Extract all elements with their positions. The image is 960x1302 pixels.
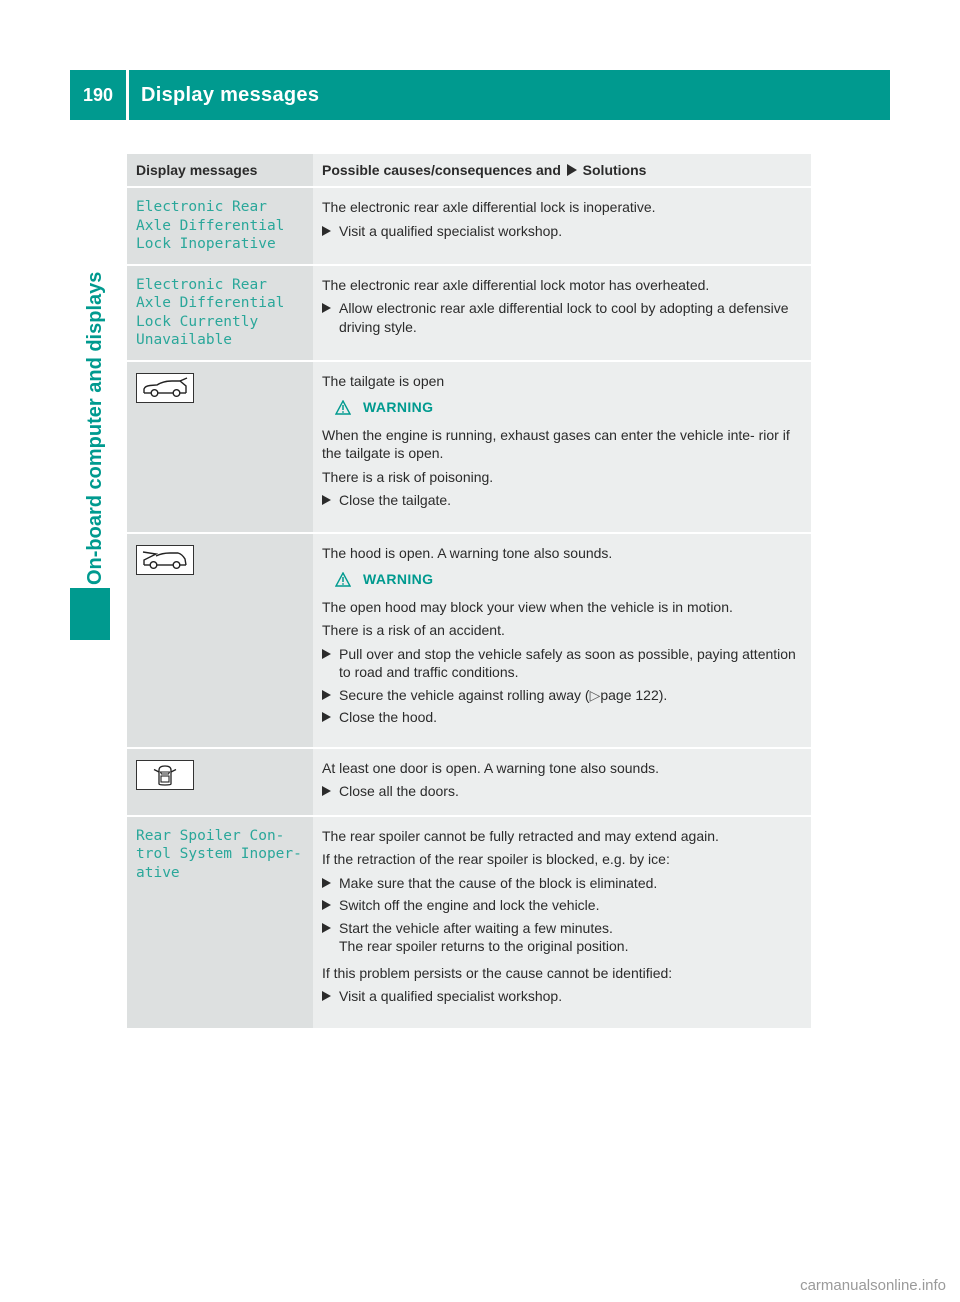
- display-message-cell: [127, 533, 313, 748]
- display-message-cell: [127, 748, 313, 816]
- display-message-cell: [127, 265, 313, 361]
- solutions-arrow-icon: [567, 164, 577, 176]
- action-arrow-icon: [322, 690, 331, 700]
- table-header-row: [127, 154, 811, 187]
- table-row: [127, 265, 811, 361]
- action-text: Pull over and stop the vehicle safely as soon as possible, paying attention to road and traffic conditions.: [339, 645, 796, 680]
- col-header-solutions-text: Solutions: [582, 162, 647, 178]
- action-item: [322, 686, 803, 705]
- action-item: [322, 896, 803, 915]
- action-arrow-icon: [322, 991, 331, 1001]
- action-text: Allow electronic rear axle differential lock to cool by adopting a defensive driving style.: [339, 300, 789, 335]
- section-side-block: [70, 588, 110, 640]
- action-item: [322, 919, 803, 956]
- display-message-text: Rear Spoiler Con‐ trol System Inoper‐ ative: [136, 827, 302, 881]
- action-text: Make sure that the cause of the block is eliminated.: [339, 874, 658, 891]
- cause-text: At least one door is open. A warning tone also sounds.: [322, 759, 660, 776]
- warning-label: WARNING: [363, 399, 434, 415]
- action-arrow-icon: [322, 712, 331, 722]
- cause-text: The rear spoiler cannot be fully retracted and may extend again.: [322, 827, 719, 844]
- display-message-text: Electronic Rear Axle Differential Lock Currently Unavailable: [136, 276, 285, 348]
- action-arrow-icon: [322, 303, 331, 313]
- cause-text: The electronic rear axle differential lock motor has overheated.: [322, 276, 710, 293]
- action-result-text: The rear spoiler returns to the original position.: [339, 938, 629, 954]
- cause-solution-cell: [313, 265, 811, 361]
- col-header-causes-solutions: [313, 154, 811, 187]
- page-number: 190: [82, 84, 114, 105]
- cause-solution-cell: [313, 748, 811, 816]
- action-text: Visit a qualified specialist workshop.: [339, 988, 563, 1004]
- cause-solution-cell: [313, 533, 811, 748]
- cause-text: If this problem persists or the cause cannot be identified:: [322, 964, 673, 981]
- hood-open-icon: [136, 545, 194, 575]
- display-message-text: Electronic Rear Axle Differential Lock Inoperative: [136, 199, 285, 252]
- cause-solution-cell: [313, 187, 811, 265]
- display-message-cell: [127, 187, 313, 265]
- table-row: [127, 816, 811, 1029]
- display-message-cell: [127, 816, 313, 1029]
- warning-heading: [335, 398, 803, 417]
- warning-triangle-icon: [335, 572, 351, 587]
- action-text: Switch off the engine and lock the vehicle.: [339, 897, 600, 913]
- action-text: Secure the vehicle against rolling away (: [339, 686, 590, 703]
- warning-text: When the engine is running, exhaust gases can enter the vehicle inte- rior if the tailgate is open.: [322, 426, 790, 461]
- action-text: Close the hood.: [339, 709, 438, 725]
- action-item: [322, 222, 803, 241]
- action-text: Close the tailgate.: [339, 492, 452, 508]
- table-row: [127, 361, 811, 533]
- door-open-icon: [136, 760, 194, 790]
- action-item: [322, 708, 803, 727]
- action-item: [322, 491, 803, 510]
- action-text: Visit a qualified specialist workshop.: [339, 222, 563, 239]
- page-ref-link[interactable]: page 122: [600, 686, 659, 703]
- tailgate-open-icon: [136, 373, 194, 403]
- risk-text: There is a risk of an accident.: [322, 622, 505, 638]
- display-messages-table: [127, 154, 811, 1030]
- page-title: Display messages: [141, 83, 320, 106]
- col-header-display-messages: Display messages: [127, 154, 313, 187]
- warning-heading: [335, 570, 803, 589]
- action-arrow-icon: [322, 786, 331, 796]
- action-arrow-icon: [322, 495, 331, 505]
- col-header-causes-text: Possible causes/consequences and: [322, 162, 561, 178]
- risk-text: There is a risk of poisoning.: [322, 468, 494, 485]
- cause-text: The hood is open. A warning tone also sounds.: [322, 544, 613, 561]
- cause-text: If the retraction of the rear spoiler is blocked, e.g. by ice:: [322, 851, 670, 867]
- header-separator: [126, 70, 129, 120]
- cause-solution-cell: [313, 816, 811, 1029]
- action-text: Start the vehicle after waiting a few minutes.: [339, 919, 613, 936]
- action-arrow-icon: [322, 649, 331, 659]
- action-text-end: ).: [658, 686, 668, 703]
- cause-text: The electronic rear axle differential lock is inoperative.: [322, 199, 656, 215]
- action-item: [322, 987, 803, 1006]
- display-message-cell: [127, 361, 313, 533]
- table-row: [127, 187, 811, 265]
- section-side-label: On-board computer and displays: [84, 271, 106, 585]
- table-row: [127, 748, 811, 816]
- warning-label: WARNING: [363, 571, 434, 587]
- action-arrow-icon: [322, 878, 331, 888]
- action-item: [322, 299, 803, 336]
- action-arrow-icon: [322, 226, 331, 236]
- page-ref-icon: ▷: [589, 686, 601, 703]
- action-arrow-icon: [322, 923, 331, 933]
- action-item: [322, 874, 803, 893]
- table-row: [127, 533, 811, 748]
- watermark: carmanualsonline.info: [800, 1277, 946, 1294]
- action-item: [322, 645, 803, 682]
- action-item: [322, 782, 803, 801]
- cause-solution-cell: [313, 361, 811, 533]
- action-arrow-icon: [322, 900, 331, 910]
- action-text: Close all the doors.: [339, 783, 459, 799]
- warning-triangle-icon: [335, 400, 351, 415]
- warning-text: The open hood may block your view when the vehicle is in motion.: [322, 598, 733, 615]
- cause-text: The tailgate is open: [322, 372, 445, 389]
